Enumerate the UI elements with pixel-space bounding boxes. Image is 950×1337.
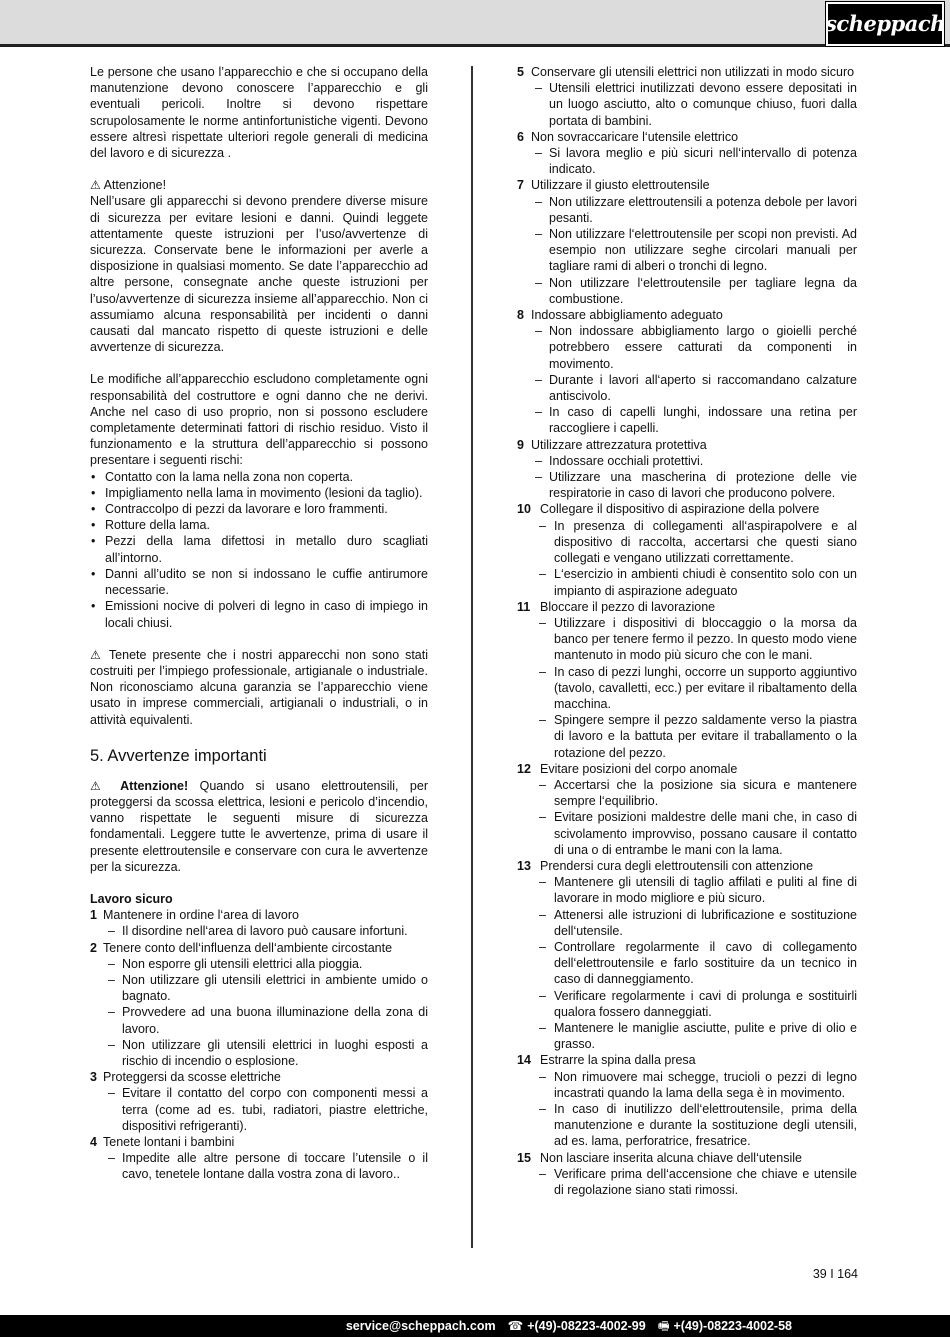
attention-heading: ⚠ Attenzione!	[90, 178, 167, 193]
item-sub-point: – Accertarsi che la posizione sia sicura e mantenere sempre l‘equilibrio.	[517, 777, 857, 809]
item-sub-point: – Utilizzare i dispositivi di bloccaggio o la morsa da banco per tenere fermo il pezzo. In questo modo viene mantenuto in modo più sicuro che con le mani.	[517, 615, 857, 664]
footer-bar	[0, 1315, 950, 1337]
left-column	[90, 64, 428, 1183]
item-sub-point: – Non utilizzare gli utensili elettrici in ambiente umido o bagnato.	[90, 972, 428, 1004]
item-title: Tenere conto dell‘influenza dell‘ambiente circostante	[103, 940, 393, 955]
item-title: Utilizzare attrezzatura protettiva	[531, 437, 707, 452]
item-sub-point: – Impedite alle altre persone di toccare l’utensile o il cavo, tenetele lontane dalla vostra zona di lavoro..	[90, 1150, 428, 1182]
item-number: 7	[517, 178, 524, 193]
fax-icon: 🖷	[657, 1318, 670, 1333]
item-title: Utilizzare il giusto elettroutensile	[531, 178, 710, 193]
item-sub-point: – Controllare regolarmente il cavo di collegamento dell‘elettroutensile e farlo sostituire da un tecnico in caso di danneggiamento.	[517, 939, 857, 988]
numbered-item-14	[517, 1052, 857, 1068]
item-title: Proteggersi da scosse elettriche	[103, 1070, 281, 1085]
item-sub-point: – Mantenere gli utensili di taglio affilati e puliti al fine di lavorare in modo migliore e più sicuro.	[517, 874, 857, 906]
item-sub-point: – Verificare prima dell‘accensione che chiave e utensile di regolazione siano stati rimossi.	[517, 1166, 857, 1198]
item-sub-point: – In caso di pezzi lunghi, occorre un supporto aggiuntivo (tavolo, cavalletti, ecc.) per evitare il ribaltamento della macchina.	[517, 664, 857, 713]
item-sub-point: – Utilizzare una mascherina di protezione delle vie respiratorie in caso di lavori che producono polvere.	[517, 469, 857, 501]
item-number: 2	[90, 940, 97, 955]
risk-list-item: • Pezzi della lama difettosi in metallo duro scagliati all’intorno.	[90, 533, 428, 565]
item-number: 13	[517, 858, 531, 873]
item-title: Bloccare il pezzo di lavorazione	[540, 599, 716, 614]
item-sub-point: – Evitare il contatto del corpo con componenti messi a terra (come ad es. tubi, radiatori, piastre elettriche, dispositivi refrigeranti).	[90, 1085, 428, 1134]
section-title: 5. Avvertenze importanti	[90, 746, 267, 765]
numbered-item-12	[517, 761, 857, 777]
item-number: 5	[517, 65, 524, 79]
numbered-item-10	[517, 501, 857, 517]
item-title: Non lasciare inserita alcuna chiave dell‘utensile	[540, 1150, 802, 1165]
risk-list-item: • Rotture della lama.	[90, 517, 428, 533]
risk-list-item: • Danni all’udito se non si indossano le cuffie antirumore necessarie.	[90, 566, 428, 598]
item-number: 1	[90, 908, 97, 923]
risk-list-item: • Contraccolpo di pezzi da lavorare e loro frammenti.	[90, 501, 428, 517]
item-sub-point: – L‘esercizio in ambienti chiudi è consentito solo con un impianto di aspirazione adeguato	[517, 566, 857, 598]
left-items	[90, 907, 428, 1182]
note-paragraph: ⚠ Tenete presente che i nostri apparecchi non sono stati costruiti per l’impiego professionale, artigianale o industriale. Non riconosciamo alcuna garanzia se l’apparecchio viene usato in imprese commerciali, artigianali o industriali, o in attività equivalenti.	[90, 647, 429, 727]
scheppach-logo	[826, 2, 944, 46]
modifications-paragraph: Le modifiche all’apparecchio escludono completamente ogni responsabilità del costruttore e ogni danno che ne derivi. Anche nel caso di uso proprio, non si possono escludere completamente determinati fattori di rischio residuo. Visto il funzionamento e la struttura dell’apparecchio si possono presentare i seguenti rischi:	[90, 372, 428, 468]
item-sub-point: – Provvedere ad una buona illuminazione della zona di lavoro.	[90, 1004, 428, 1036]
warning-icon: ⚠	[90, 647, 104, 662]
item-sub-point: – Durante i lavori all‘aperto si raccomandano calzature antiscivolo.	[517, 372, 857, 404]
item-sub-point: – In caso di inutilizzo dell‘elettroutensile, prima della manutenzione e durante la sostituzione degli utensili, ad es. lama, perforatrice, fresatrice.	[517, 1101, 857, 1150]
item-number: 10	[517, 502, 531, 517]
item-sub-point: – Non indossare abbigliamento largo o gioielli perché potrebbero essere catturati da componenti in movimento.	[517, 323, 857, 372]
item-title: Conservare gli utensili elettrici non utilizzati in modo sicuro	[531, 65, 855, 79]
numbered-item-13	[517, 858, 857, 874]
footer-fax: 🖷 +(49)-08223-4002-58	[657, 1318, 792, 1333]
item-title: Estrarre la spina dalla presa	[540, 1053, 696, 1068]
item-number: 15	[517, 1150, 531, 1165]
numbered-item-15	[517, 1150, 857, 1166]
phone-icon: ☎	[507, 1318, 524, 1333]
item-number: 14	[517, 1053, 531, 1068]
item-title: Indossare abbigliamento adeguato	[531, 308, 723, 323]
numbered-item-6	[517, 129, 857, 145]
important-paragraph: ⚠ Attenzione! Quando si usano elettroutensili, per proteggersi da scossa elettrica, lesioni e pericolo d’incendio, vanno rispettate le seguenti misure di sicurezza fondamentali. Leggere tutte le avvertenze, prima di usare il presente elettroutensile e conservare con cura le avvertenze per la sicurezza.	[90, 778, 428, 874]
footer-phone: ☎ +(49)-08223-4002-99	[507, 1318, 646, 1333]
risk-list-item: • Impigliamento nella lama in movimento (lesioni da taglio).	[90, 485, 428, 501]
attention-paragraph: Nell’usare gli apparecchi si devono prendere diverse misure di sicurezza per evitare lesioni e danni. Quindi leggete attentamente queste istruzioni per l’uso/avvertenze di sicurezza. Conservate bene le informazioni per averle a disposizione in qualsiasi momento. Se date l’apparecchio ad altre persone, consegnate anche queste istruzioni per l’uso/avvertenze di sicurezza insieme all’apparecchio. Non ci assumiamo alcuna responsabilità per incidenti o danni causati dal mancato rispetto di queste istruzioni e delle avvertenze di sicurezza.	[90, 194, 428, 355]
item-number: 9	[517, 437, 524, 452]
numbered-item-3	[90, 1069, 428, 1085]
item-number: 12	[517, 761, 531, 776]
warning-icon: ⚠	[90, 178, 101, 193]
risk-list-item: • Contatto con la lama nella zona non coperta.	[90, 469, 428, 485]
warning-icon: ⚠	[90, 778, 109, 793]
item-sub-point: – Non esporre gli utensili elettrici alla pioggia.	[90, 956, 428, 972]
item-sub-point: – Verificare regolarmente i cavi di prolunga e sostituirli qualora fossero danneggiati.	[517, 988, 857, 1020]
right-items	[517, 64, 857, 1198]
numbered-item-8	[517, 307, 857, 323]
item-sub-point: – In presenza di collegamenti all‘aspirapolvere e al dispositivo di raccolta, accertarsi che questi siano collegati e vengano utilizzati correttamente.	[517, 518, 857, 567]
item-sub-point: – Indossare occhiali protettivi.	[517, 453, 857, 469]
item-sub-point: – Mantenere le maniglie asciutte, pulite e prive di olio e grasso.	[517, 1020, 857, 1052]
item-title: Collegare il dispositivo di aspirazione della polvere	[540, 502, 820, 517]
risk-list	[90, 469, 428, 631]
numbered-item-11	[517, 599, 857, 615]
item-sub-point: – Spingere sempre il pezzo saldamente verso la piastra di lavoro e la battuta per evitare il traballamento o la rotazione del pezzo.	[517, 712, 857, 761]
item-sub-point: – Non rimuovere mai schegge, trucioli o pezzi di legno incastrati quando la lama della sega è in movimento.	[517, 1069, 857, 1101]
footer-email: service@scheppach.com	[345, 1318, 496, 1333]
numbered-item-4	[90, 1134, 428, 1150]
header-bar	[0, 0, 950, 47]
item-number: 6	[517, 129, 524, 144]
numbered-item-2	[90, 940, 428, 956]
item-sub-point: – Non utilizzare elettroutensili a potenza debole per lavori pesanti.	[517, 194, 857, 226]
item-number: 8	[517, 308, 524, 323]
risk-list-item: • Emissioni nocive di polveri di legno in caso di impiego in locali chiusi.	[90, 598, 428, 630]
item-title: Tenete lontani i bambini	[103, 1134, 235, 1149]
page-number: 39 I 164	[812, 1267, 858, 1281]
item-sub-point: – Non utilizzare l‘elettroutensile per tagliare legna da combustione.	[517, 275, 857, 307]
safe-work-heading: Lavoro sicuro	[90, 891, 173, 906]
item-title: Mantenere in ordine l‘area di lavoro	[103, 908, 299, 923]
item-sub-point: – Non utilizzare l‘elettroutensile per scopi non previsti. Ad esempio non utilizzare seghe circolari manuali per tagliare rami di alberi o tronchi di legno.	[517, 226, 857, 275]
column-divider	[471, 66, 473, 1248]
item-title: Non sovraccaricare l‘utensile elettrico	[531, 129, 739, 144]
logo-text: scheppach	[825, 10, 945, 36]
right-column	[517, 64, 857, 1198]
intro-paragraph: Le persone che usano l’apparecchio e che si occupano della manutenzione devono conoscere l’apparecchio e gli eventuali pericoli. Inoltre si devono rispettare scrupolosamente le norme antinfortunistiche vigenti. Devono essere altresì rispettate ulteriori regole generali di medicina del lavoro e di sicurezza .	[90, 65, 428, 161]
item-sub-point: – Utensili elettrici inutilizzati devono essere depositati in un luogo asciutto, alto o comunque chiuso, fuori dalla portata di bambini.	[517, 80, 857, 129]
item-sub-point: – Il disordine nell‘area di lavoro può causare infortuni.	[90, 923, 428, 939]
numbered-item-5	[517, 64, 857, 80]
item-sub-point: – Evitare posizioni maldestre delle mani che, in caso di scivolamento improvviso, possano causare il contatto di una o di entrambe le mani con la lama.	[517, 809, 857, 858]
item-number: 11	[517, 599, 531, 614]
item-sub-point: – Attenersi alle istruzioni di lubrificazione e sostituzione dell‘utensile.	[517, 907, 857, 939]
item-sub-point: – In caso di capelli lunghi, indossare una retina per raccogliere i capelli.	[517, 404, 857, 436]
item-number: 4	[90, 1134, 97, 1149]
item-title: Evitare posizioni del corpo anomale	[540, 761, 738, 776]
item-title: Prendersi cura degli elettroutensili con attenzione	[540, 858, 814, 873]
numbered-item-9	[517, 437, 857, 453]
numbered-item-7	[517, 177, 857, 193]
item-sub-point: – Non utilizzare gli utensili elettrici in luoghi esposti a rischio di incendio o esplosione.	[90, 1037, 428, 1069]
numbered-item-1	[90, 907, 428, 923]
item-number: 3	[90, 1070, 97, 1085]
item-sub-point: – Si lavora meglio e più sicuri nell‘intervallo di potenza indicato.	[517, 145, 857, 177]
